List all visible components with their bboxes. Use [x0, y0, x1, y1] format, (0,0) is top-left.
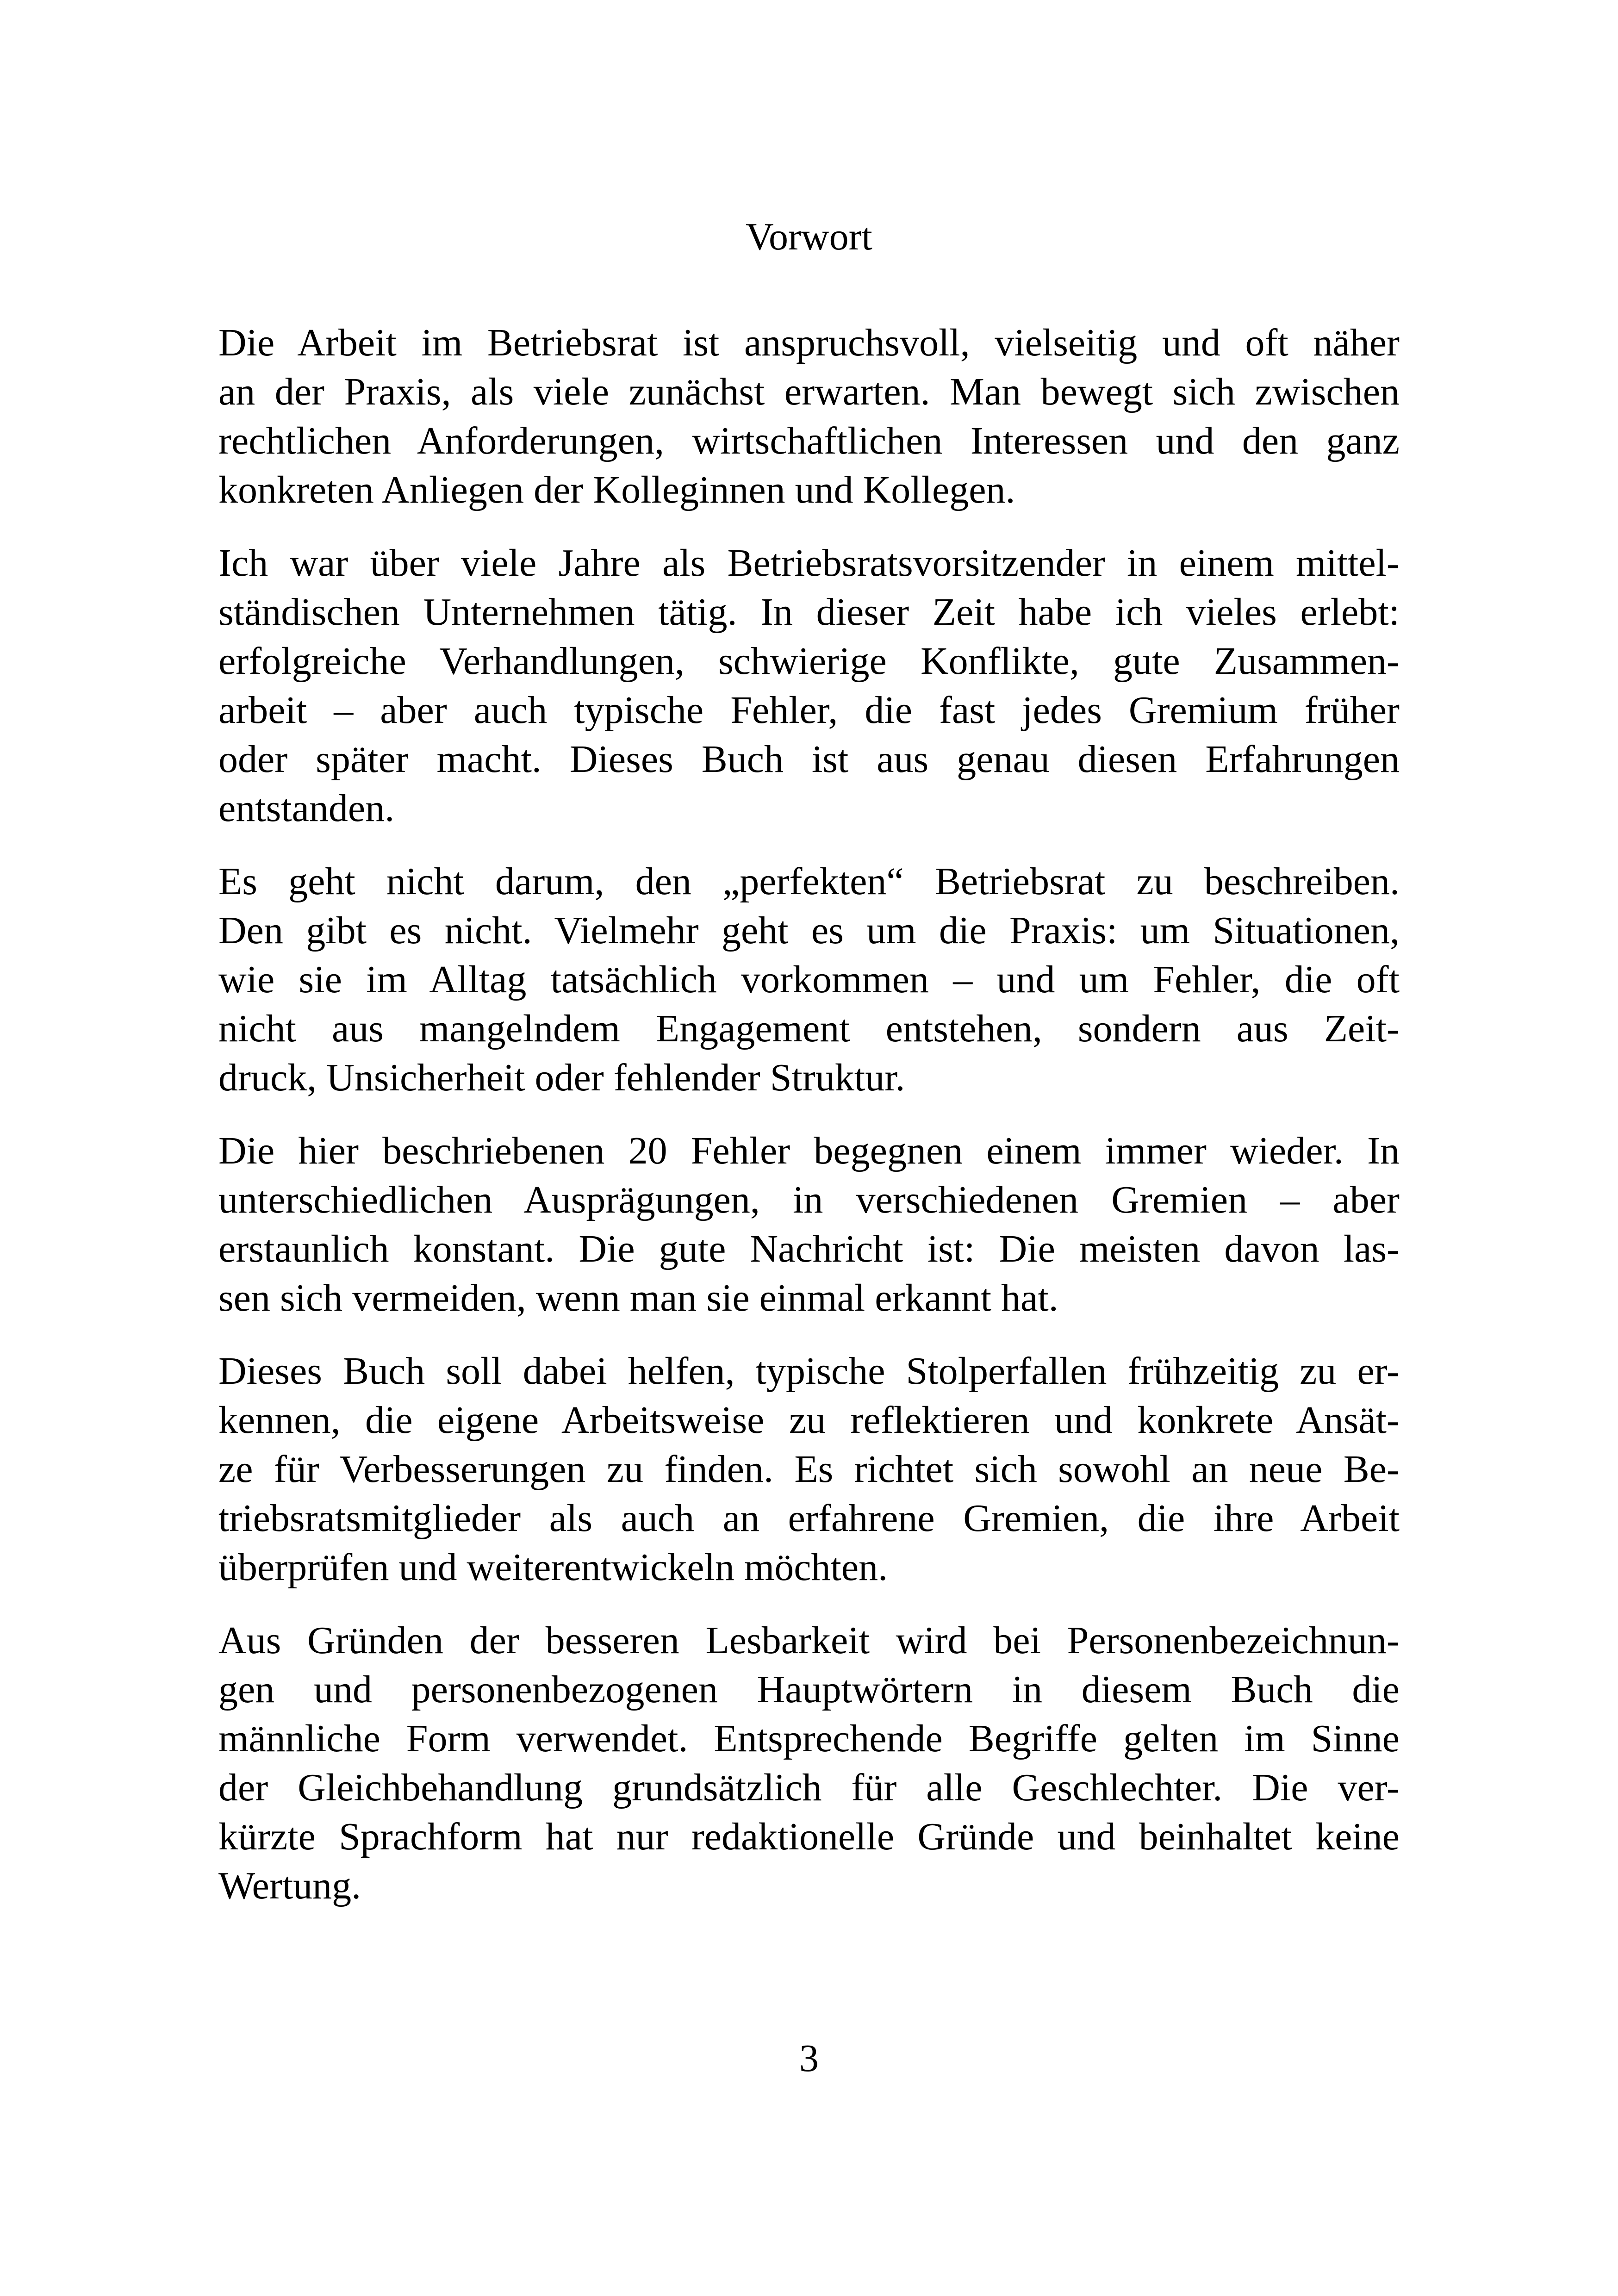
page-title: Vorwort: [746, 215, 872, 258]
text-line: konkreten Anliegen der Kolleginnen und Kollegen.: [218, 468, 1015, 511]
text-line: rechtlichen Anforderungen, wirtschaftlichen Interessen und den ganz: [218, 419, 1400, 462]
paragraph-mistakes: [218, 1126, 1400, 1323]
text-line: Wertung.: [218, 1864, 361, 1907]
text-line: entstanden.: [218, 787, 395, 830]
text-line: überprüfen und weiterentwickeln möchten.: [218, 1546, 888, 1589]
text-line: wie sie im Alltag tatsächlich vorkommen – und um Fehler, die oft: [218, 958, 1400, 1001]
paragraph-intro: [218, 318, 1400, 515]
paragraph-purpose: [218, 1347, 1400, 1592]
text-line: druck, Unsicherheit oder fehlender Struktur.: [218, 1056, 905, 1099]
text-line: männliche Form verwendet. Entsprechende Begriffe gelten im Sinne: [218, 1717, 1400, 1760]
text-line: gen und personenbezogenen Hauptwörtern in diesem Buch die: [218, 1668, 1400, 1711]
paragraph-practice: [218, 857, 1400, 1102]
text-line: triebsratsmitglieder als auch an erfahrene Gremien, die ihre Arbeit: [218, 1497, 1400, 1540]
text-line: der Gleichbehandlung grundsätzlich für alle Geschlechter. Die ver-: [218, 1766, 1400, 1809]
paragraph-experience: [218, 539, 1400, 833]
text-line: Es geht nicht darum, den „perfekten“ Betriebsrat zu beschreiben.: [218, 860, 1400, 903]
text-line: oder später macht. Dieses Buch ist aus genau diesen Erfahrungen: [218, 738, 1400, 781]
text-line: Dieses Buch soll dabei helfen, typische Stolperfallen frühzeitig zu er-: [218, 1350, 1400, 1393]
text-line: unterschiedlichen Ausprägungen, in verschiedenen Gremien – aber: [218, 1178, 1400, 1221]
text-line: Ich war über viele Jahre als Betriebsratsvorsitzender in einem mittel-: [218, 541, 1400, 585]
text-line: Den gibt es nicht. Vielmehr geht es um die Praxis: um Situationen,: [218, 909, 1400, 952]
text-line: Die hier beschriebenen 20 Fehler begegnen einem immer wieder. In: [218, 1129, 1400, 1172]
page-number: 3: [799, 2037, 819, 2080]
text-line: an der Praxis, als viele zunächst erwarten. Man bewegt sich zwischen: [218, 370, 1400, 413]
text-line: erfolgreiche Verhandlungen, schwierige Konflikte, gute Zusammen-: [218, 640, 1400, 683]
text-line: sen sich vermeiden, wenn man sie einmal erkannt hat.: [218, 1276, 1058, 1319]
text-line: kürzte Sprachform hat nur redaktionelle Gründe und beinhaltet keine: [218, 1815, 1400, 1858]
text-line: ze für Verbesserungen zu finden. Es richtet sich sowohl an neue Be-: [218, 1448, 1400, 1491]
body-text: [218, 318, 1400, 1935]
text-line: nicht aus mangelndem Engagement entstehen, sondern aus Zeit-: [218, 1007, 1400, 1050]
text-line: Aus Gründen der besseren Lesbarkeit wird bei Personenbezeichnun-: [218, 1619, 1400, 1662]
text-line: Die Arbeit im Betriebsrat ist anspruchsvoll, vielseitig und oft näher: [218, 321, 1400, 364]
text-line: ständischen Unternehmen tätig. In dieser Zeit habe ich vieles erlebt:: [218, 591, 1400, 634]
text-line: erstaunlich konstant. Die gute Nachricht ist: Die meisten davon las-: [218, 1227, 1400, 1270]
text-line: kennen, die eigene Arbeitsweise zu reflektieren und konkrete Ansät-: [218, 1399, 1400, 1442]
paragraph-gender-note: [218, 1616, 1400, 1910]
text-line: arbeit – aber auch typische Fehler, die fast jedes Gremium früher: [218, 689, 1400, 732]
